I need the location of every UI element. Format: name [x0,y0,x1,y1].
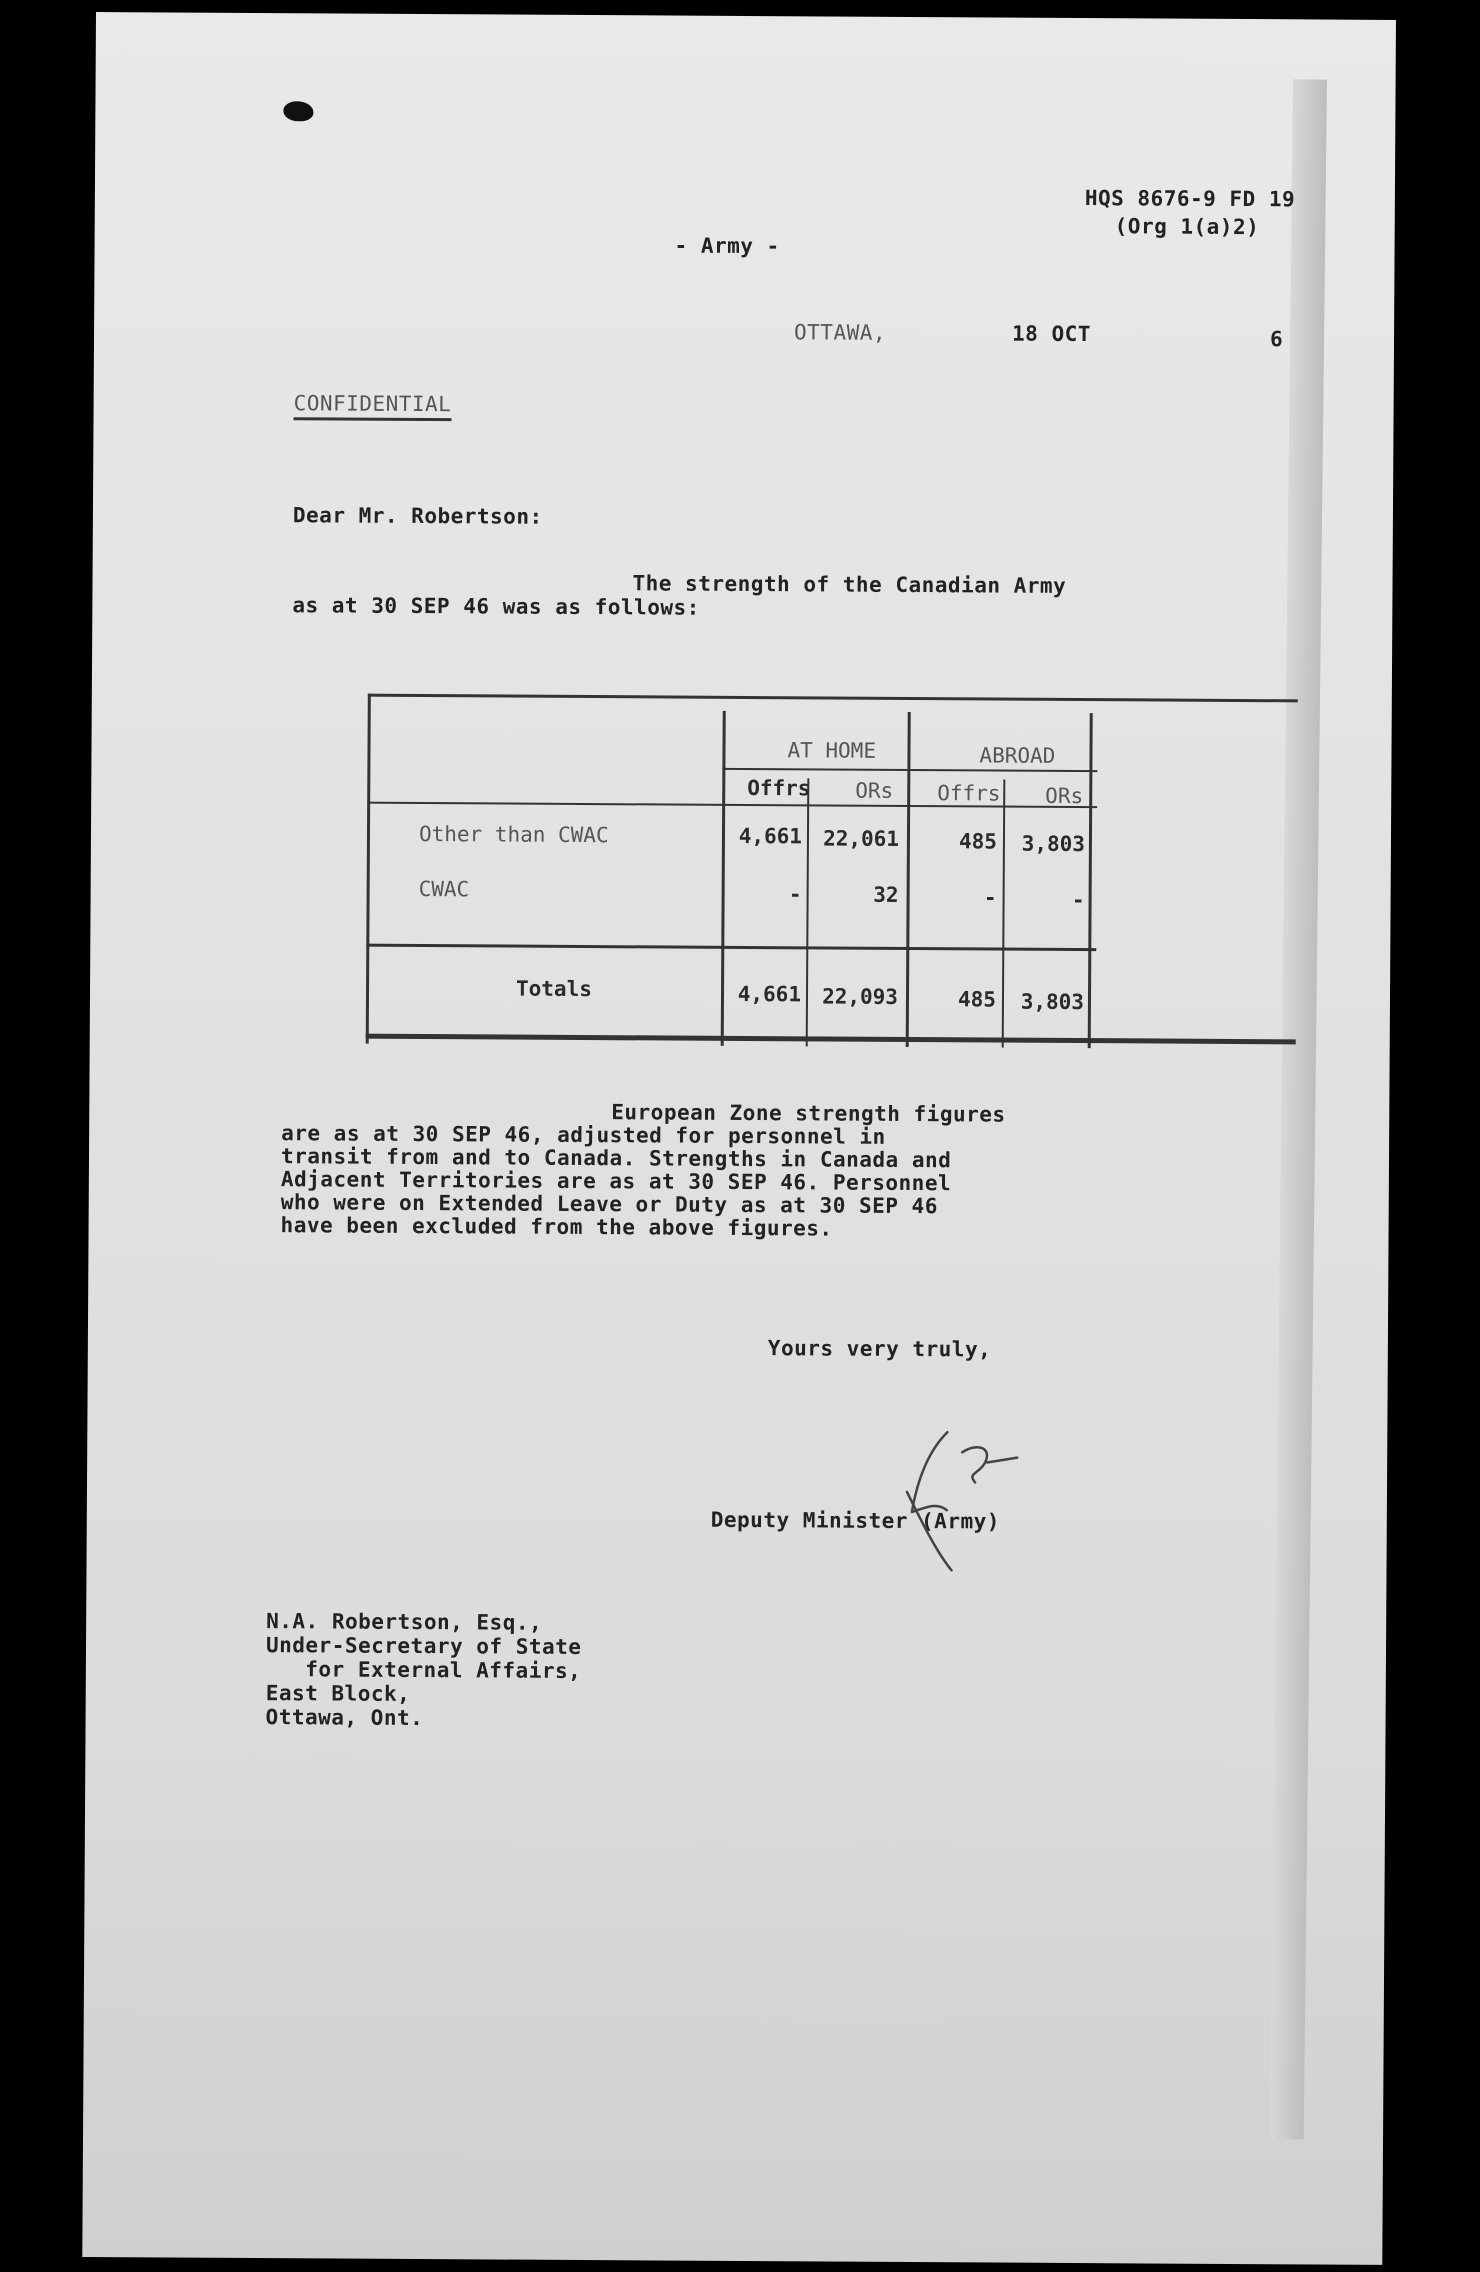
address-line: East Block, [265,1681,411,1706]
address-line: N.A. Robertson, Esq., [266,1609,543,1635]
table-cell: - [788,882,802,907]
intro-line: as at 30 SEP 46 was as follows: [292,593,700,620]
letter-heading: - Army - [674,233,780,259]
table-cell: 22,061 [823,826,900,851]
sub-header-ors: ORs [1045,783,1084,809]
group-header-abroad: ABROAD [979,743,1056,768]
page-edge [1270,79,1327,2139]
ink-blot [283,101,313,121]
table-cell: 485 [958,829,998,854]
address-line: Ottawa, Ont. [265,1705,424,1731]
totals-label: Totals [515,976,592,1002]
row-label: CWAC [418,876,470,902]
signature-title: Deputy Minister (Army) [710,1507,1001,1534]
classification: CONFIDENTIAL [294,391,452,421]
place: OTTAWA, [793,320,887,345]
sub-header-ors: ORs [855,778,894,803]
note-line: European Zone strength figures [611,1100,1006,1127]
file-reference: HQS 8676-9 FD 19 [1084,186,1296,212]
intro-line: The strength of the Canadian Army [632,571,1067,598]
totals-cell: 22,093 [822,984,899,1009]
table-cell: - [1071,887,1085,913]
table-cell: 32 [873,882,899,907]
note-line: who were on Extended Leave or Duty as at 30 SEP 46 [280,1190,938,1219]
address-line: Under-Secretary of State [265,1633,582,1659]
strength-table [366,694,1298,1055]
note-line: have been excluded from the above figures. [280,1213,833,1241]
note-line: Adjacent Territories are as at 30 SEP 46. Personnel [280,1167,952,1196]
year-digit: 6 [1269,327,1284,352]
sub-header-offrs: Offrs [937,781,1001,806]
table-cell: - [983,885,997,910]
sub-header-offrs: Offrs [747,775,811,801]
totals-cell: 4,661 [737,981,802,1007]
date: 18 OCT [1011,321,1091,347]
group-header-at-home: AT HOME [787,738,877,763]
file-reference-sub: (Org 1(a)2) [1114,214,1260,240]
salutation: Dear Mr. Robertson: [292,503,543,529]
note-line: are as at 30 SEP 46, adjusted for personnel in [281,1121,886,1149]
address-line: for External Affairs, [265,1657,582,1683]
totals-cell: 3,803 [1020,989,1085,1015]
row-label: Other than CWAC [418,821,609,848]
totals-cell: 485 [957,987,997,1012]
closing: Yours very truly, [767,1336,992,1362]
table-cell: 3,803 [1021,831,1086,857]
document-page [82,12,1396,2265]
handwritten-signature [866,1422,1037,1573]
note-line: transit from and to Canada. Strengths in Canada and [280,1144,952,1173]
table-cell: 4,661 [738,823,803,849]
